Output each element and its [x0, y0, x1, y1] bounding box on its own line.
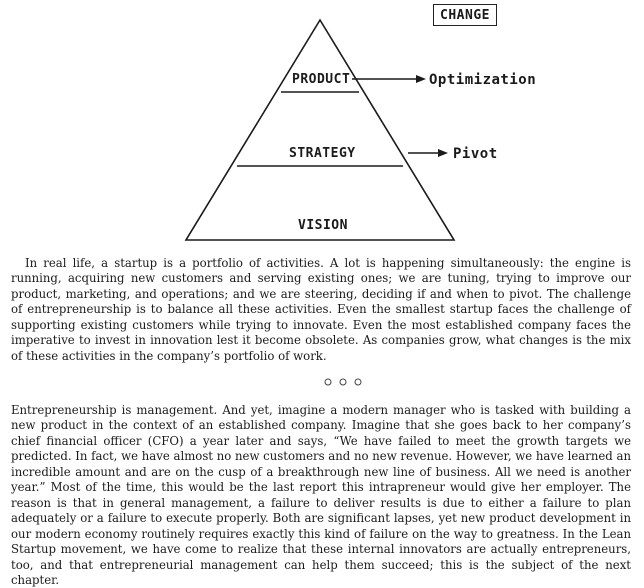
layer-label-strategy: STRATEGY — [289, 146, 356, 161]
change-label: CHANGE — [440, 7, 490, 23]
paragraph-portfolio: In real life, a startup is a portfolio of activities. A lot is happening simultaneously: the engine is running, acquiring new customers and serving existing ones; we are tuning, trying to improve our product, marketing, and operations; and we are steering, deciding if and when to pivot. The challenge of entrepreneurship is to balance all these activities. Even the smallest startup faces the challenge of supporting existing customers while trying to innovate. Even the most established company faces the imperative to invest in innovation lest it become obsolete. As companies grow, what changes is the mix of these activities in the company’s portfolio of work. — [11, 256, 631, 363]
arrow-label-pivot: Pivot — [453, 146, 498, 162]
change-label-box — [433, 4, 497, 26]
layer-label-vision: VISION — [298, 218, 348, 233]
layer-label-product: PRODUCT — [292, 72, 351, 87]
pyramid-outline — [186, 20, 454, 240]
pyramid-diagram — [0, 0, 644, 245]
separator-dot — [325, 379, 331, 385]
paragraph-management: Entrepreneurship is management. And yet, imagine a modern manager who is tasked with building a new product in the context of an established company. Imagine that she goes back to her company’s chief financial officer (CFO) a year later and says, “We have failed to meet the growth targets we predicted. In fact, we have almost no new customers and no new revenue. However, we have learned an incredible amount and are on the cusp of a breakthrough new line of business. All we need is another year.” Most of the time, this would be the last report this intrapreneur would give her employer. The reason is that in general management, a failure to deliver results is due to either a failure to plan adequately or a failure to execute properly. Both are significant lapses, yet new product development in our modern economy routinely requires exactly this kind of failure on the way to greatness. In the Lean Startup movement, we have come to realize that these internal innovators are actually entrepreneurs, too, and that entrepreneurial management can help them succeed; this is the subject of the next chapter. — [11, 403, 631, 587]
separator-dot — [340, 379, 346, 385]
separator-dot — [355, 379, 361, 385]
arrow-label-optimization: Optimization — [429, 72, 537, 88]
section-separator — [0, 374, 644, 388]
pyramid-svg — [0, 0, 644, 245]
arrow-optimization — [352, 75, 426, 83]
arrow-pivot — [408, 149, 448, 157]
